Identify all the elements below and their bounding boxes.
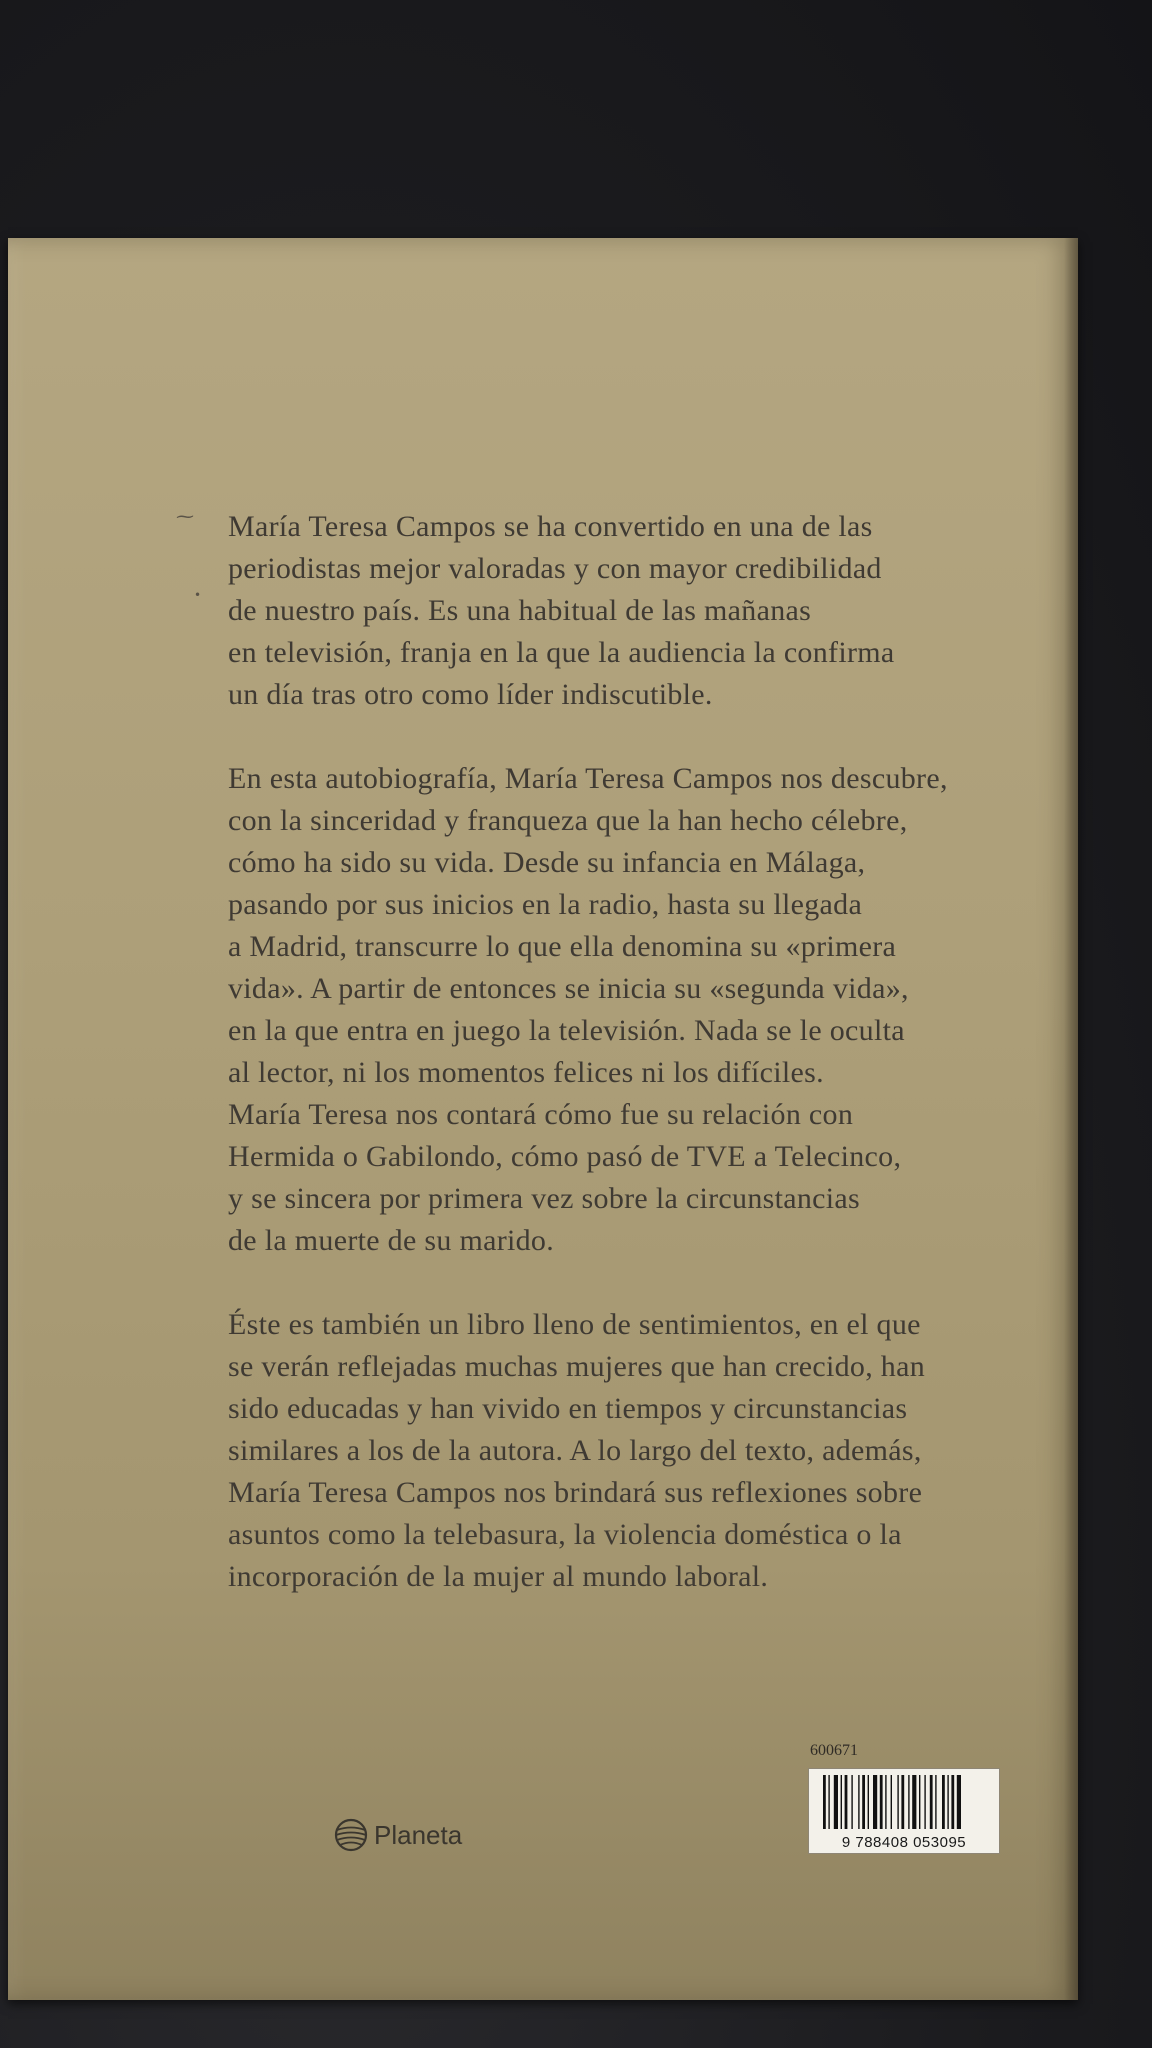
barcode-bars bbox=[823, 1775, 985, 1829]
barcode-bar bbox=[901, 1775, 904, 1829]
book-back-cover bbox=[8, 238, 1078, 2000]
barcode-bar bbox=[912, 1775, 916, 1829]
back-cover-blurb bbox=[228, 506, 1048, 1640]
barcode-bar bbox=[845, 1775, 848, 1829]
speck-mark: ⁓ bbox=[176, 506, 194, 527]
publisher-name: Planeta bbox=[374, 1819, 463, 1850]
blurb-paragraph-3: Éste es también un libro lleno de sentimientos, en el que se verán reflejadas muchas mujeres que han crecido, han sido educadas y han vivido en tiempos y circunstancias similares a los de la autora. A lo largo del texto, además, María Teresa Campos nos brindará sus reflexiones sobre asuntos como la telebasura, la violencia doméstica o la incorporación de la mujer al mundo laboral. bbox=[228, 1308, 926, 1593]
publisher-logo bbox=[334, 1818, 462, 1852]
blurb-paragraph-1: María Teresa Campos se ha convertido en una de las periodistas mejor valoradas y con mayor credibilidad de nuestro país. Es una habitual de las mañanas en televisión, franja en la que la audiencia la confirma un día tras otro como líder indiscutible. bbox=[228, 510, 895, 711]
barcode-bar bbox=[930, 1775, 933, 1829]
book-edge-shadow bbox=[1064, 238, 1078, 2000]
barcode-bar bbox=[935, 1775, 936, 1829]
barcode-bar bbox=[897, 1775, 898, 1829]
barcode-bar bbox=[841, 1775, 842, 1829]
barcode-bar bbox=[862, 1775, 865, 1829]
barcode-bar bbox=[942, 1775, 945, 1829]
product-code: 600671 bbox=[810, 1742, 858, 1759]
barcode-bar bbox=[908, 1775, 909, 1829]
speck-mark: • bbox=[194, 588, 202, 602]
isbn-number: 9 788408 053095 bbox=[841, 1834, 967, 1851]
blurb-paragraph-2: En esta autobiografía, María Teresa Campos nos descubre, con la sinceridad y franqueza que la han hecho célebre, cómo ha sido su vida. Desde su infancia en Málaga, pasando por sus inicios en la radio, hasta su llegada a Madrid, transcurre lo que ella denomina su «primera vida». A partir de entonces se inicia su «segunda vida», en la que entra en juego la televisión. Nada se le oculta al lector, ni los momentos felices ni los difíciles. María Teresa nos contará cómo fue su relación con Hermida o Gabilondo, cómo pasó de TVE a Telecinco, y se sincera por primera vez sobre la circunstancias de la muerte de su marido. bbox=[228, 762, 948, 1257]
barcode-bar bbox=[924, 1775, 925, 1829]
barcode-bar bbox=[823, 1775, 826, 1829]
barcode-bar bbox=[873, 1775, 877, 1829]
barcode bbox=[808, 1768, 1000, 1854]
barcode-bar bbox=[957, 1775, 961, 1829]
barcode-bar bbox=[951, 1775, 954, 1829]
barcode-bar bbox=[947, 1775, 948, 1829]
barcode-bar bbox=[858, 1775, 859, 1829]
barcode-bar bbox=[851, 1775, 852, 1829]
barcode-bar bbox=[834, 1775, 838, 1829]
barcode-bar bbox=[919, 1775, 920, 1829]
barcode-bar bbox=[885, 1775, 886, 1829]
barcode-bar bbox=[828, 1775, 829, 1829]
barcode-bar bbox=[880, 1775, 883, 1829]
barcode-bar bbox=[868, 1775, 869, 1829]
barcode-bar bbox=[891, 1775, 892, 1829]
globe-icon bbox=[334, 1818, 368, 1852]
